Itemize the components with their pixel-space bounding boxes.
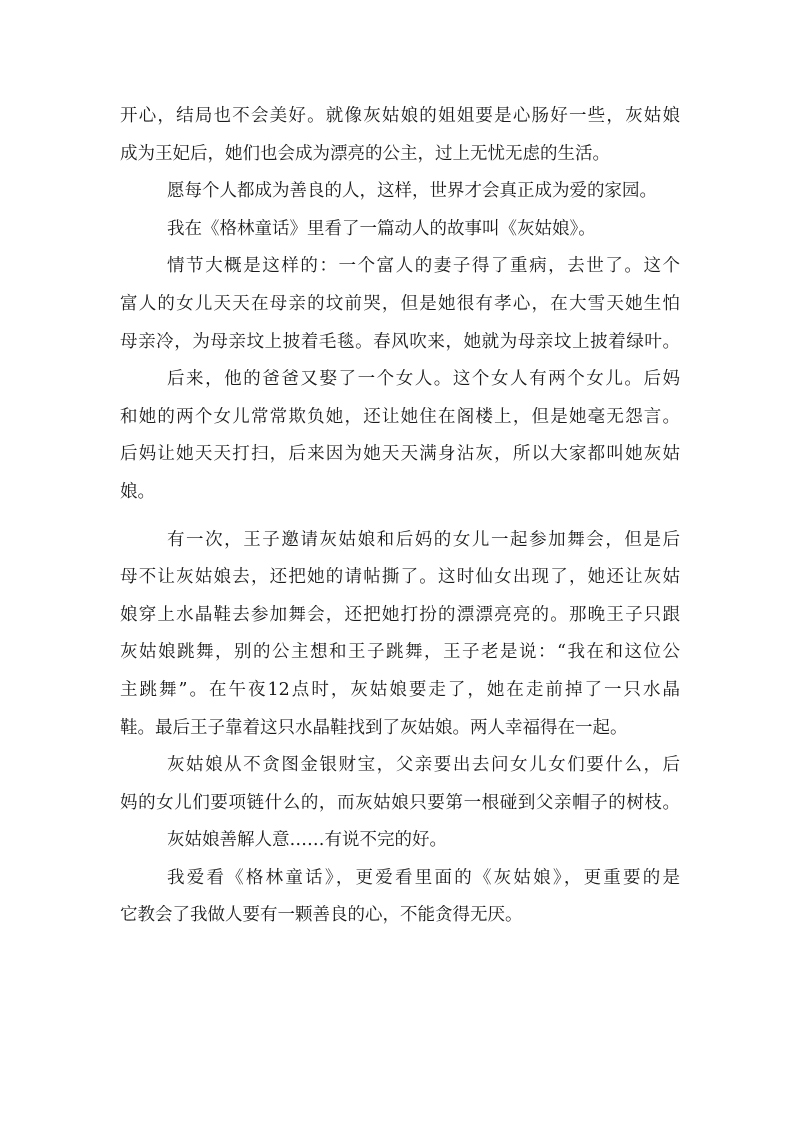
text-line: 母亲冷，为母亲坟上披着毛毯。春风吹来，她就为母亲坟上披着绿叶。	[120, 331, 680, 352]
paragraph-first-line: 我在《格林童话》里看了一篇动人的故事叫《灰姑娘》。	[167, 218, 596, 239]
paragraph-first-line: 灰姑娘从不贪图金银财宝，父亲要出去问女儿女们要什么，后	[167, 755, 680, 776]
paragraph-first-line: 我爱看《格林童话》，更爱看里面的《灰姑娘》，更重要的是	[167, 867, 680, 888]
text-line: 主跳舞”。在午夜12点时，灰姑娘要走了，她在走前掉了一只水晶	[120, 679, 680, 700]
text-line: 开心，结局也不会美好。就像灰姑娘的姐姐要是心肠好一些，灰姑娘	[120, 106, 680, 126]
paragraph-first-line: 愿每个人都成为善良的人，这样，世界才会真正成为爱的家园。	[167, 181, 657, 202]
document-body	[120, 98, 680, 935]
text-line: 和她的两个女儿常常欺负她，还让她住在阁楼上，但是她毫无怨言。	[120, 406, 680, 427]
text-line: 它教会了我做人要有一颗善良的心，不能贪得无厌。	[120, 905, 523, 926]
text-line: 娘穿上水晶鞋去参加舞会，还把她打扮的漂漂亮亮的。那晚王子只跟	[120, 604, 680, 625]
paragraph-first-line: 有一次，王子邀请灰姑娘和后妈的女儿一起参加舞会，但是后	[167, 529, 680, 550]
paragraph-first-line: 情节大概是这样的：一个富人的妻子得了重病，去世了。这个	[167, 256, 680, 277]
text-line: 成为王妃后，她们也会成为漂亮的公主，过上无忧无虑的生活。	[120, 143, 610, 164]
text-line: 娘。	[120, 481, 155, 502]
text-line: 母不让灰姑娘去，还把她的请帖撕了。这时仙女出现了，她还让灰姑	[120, 567, 680, 588]
text-line: 后妈让她天天打扫，后来因为她天天满身沾灰，所以大家都叫她灰姑	[120, 444, 680, 465]
text-line: 鞋。最后王子靠着这只水晶鞋找到了灰姑娘。两人幸福得在一起。	[120, 717, 628, 738]
paragraph-first-line: 后来，他的爸爸又娶了一个女人。这个女人有两个女儿。后妈	[167, 369, 680, 390]
text-line: 妈的女儿们要项链什么的，而灰姑娘只要第一根碰到父亲帽子的树枝。	[120, 792, 680, 813]
paragraph-first-line: 灰姑娘善解人意……有说不完的好。	[167, 830, 447, 851]
text-line: 灰姑娘跳舞，别的公主想和王子跳舞，王子老是说：“我在和这位公	[120, 642, 680, 663]
text-line: 富人的女儿天天在母亲的坟前哭，但是她很有孝心，在大雪天她生怕	[120, 293, 680, 314]
